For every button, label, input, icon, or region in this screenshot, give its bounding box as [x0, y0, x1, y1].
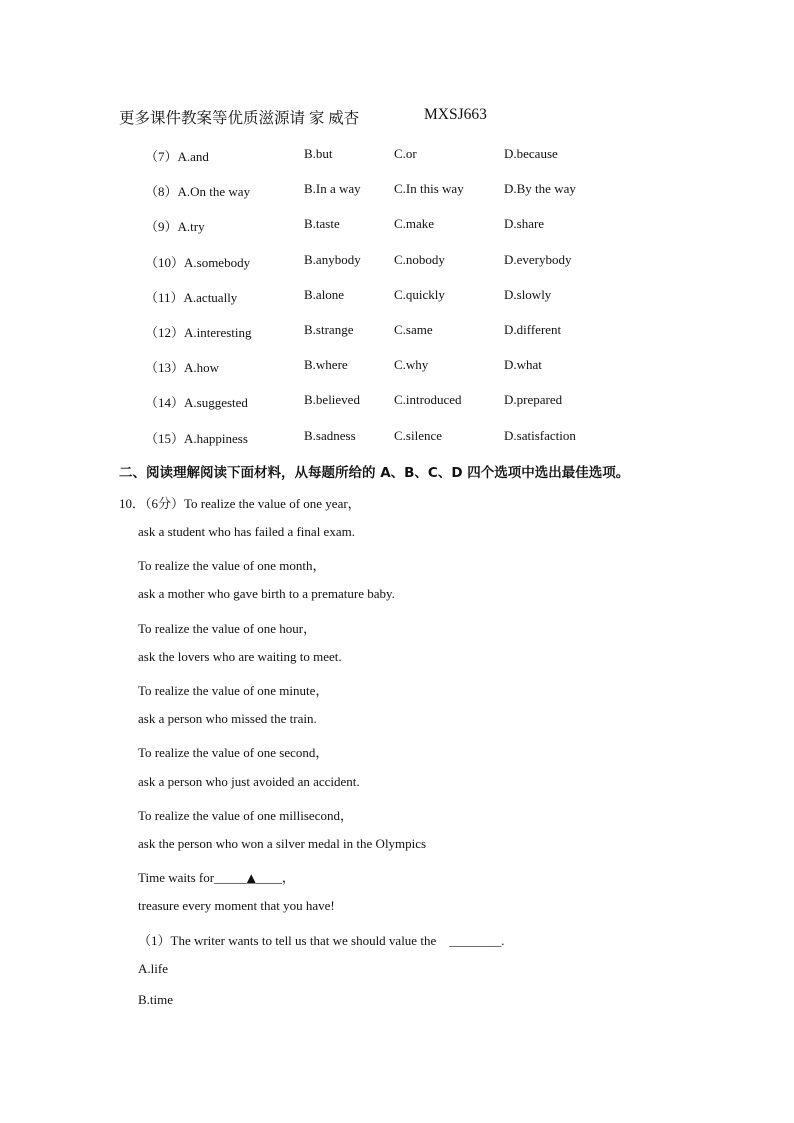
triangle-marker-icon: ▲ [246, 871, 256, 886]
option-c: C.introduced [394, 392, 462, 408]
choice-b[interactable]: B.time [138, 992, 174, 1008]
page-header [119, 106, 487, 128]
option-a: （12）A.interesting [145, 324, 252, 340]
sub-question [138, 930, 504, 949]
blank-right: ____ [255, 870, 282, 886]
option-d: D.what [504, 357, 542, 373]
passage-line: To realize the value of one hour， [138, 620, 317, 636]
option-c: C.silence [394, 427, 443, 443]
option-c: C.make [394, 216, 435, 232]
option-c: C.why [394, 357, 429, 373]
option-d: D.satisfaction [504, 427, 576, 443]
option-d: D.slowly [504, 286, 552, 302]
sub-question-text: （1）The writer wants to tell us that we should value the [138, 933, 437, 948]
option-b: B.believed [304, 392, 360, 408]
option-b: B.In a way [304, 181, 361, 197]
option-b: B.sadness [304, 427, 356, 443]
section-title: 二、阅读理解阅读下面材料，从每题所给的 A、B、C、D 四个选项中选出最佳选项。 [119, 465, 630, 481]
option-b: B.but [304, 146, 333, 161]
choice-a[interactable]: A.life [138, 961, 168, 976]
option-b: B.where [304, 357, 348, 373]
option-d: D.share [504, 216, 545, 232]
passage-line: ask the lovers who are waiting to meet. [138, 648, 342, 664]
passage-line: To realize the value of one minute， [138, 682, 329, 698]
sub-question-end: . [501, 933, 505, 948]
option-d: D.because [504, 146, 558, 161]
option-c: C.or [394, 146, 417, 161]
option-a: （8）A.On the way [145, 184, 251, 200]
option-d: D.prepared [504, 392, 563, 408]
answer-blank: ________ [449, 933, 502, 948]
passage-line: ask the person who won a silver medal in the Olympics [138, 835, 427, 851]
reading-passage [138, 524, 426, 929]
answer-choices [138, 961, 173, 1023]
option-b: B.strange [304, 321, 354, 337]
option-c: C.In this way [394, 181, 464, 197]
passage-line: To realize the value of one month， [138, 558, 326, 574]
option-a: （9）A.try [145, 219, 205, 235]
option-b: B.taste [304, 216, 340, 232]
passage-line: ask a person who just avoided an accident. [138, 773, 360, 789]
time-waits-line [138, 867, 426, 898]
header-code: MXSJ663 [424, 106, 487, 123]
option-a: （11）A.actually [145, 289, 238, 305]
passage-line: ask a mother who gave birth to a premature baby. [138, 586, 395, 602]
passage-line: To realize the value of one millisecond， [138, 807, 353, 823]
option-c: C.same [394, 321, 433, 337]
option-d: D.By the way [504, 181, 576, 197]
passage-line: treasure every moment that you have! [138, 898, 335, 914]
option-a: （15）A.happiness [145, 430, 248, 446]
blank-left: _____ [214, 870, 247, 886]
option-a: （13）A.how [145, 360, 220, 376]
option-b: B.alone [304, 286, 345, 302]
option-c: C.nobody [394, 251, 445, 267]
option-a: （14）A.suggested [145, 395, 248, 411]
question-heading: 10．（6分）To realize the value of one year， [119, 496, 361, 511]
header-text: 更多课件教案等优质滋源请 家 威杏 [119, 110, 360, 127]
passage-line: To realize the value of one second， [138, 745, 329, 761]
option-d: D.different [504, 321, 562, 337]
option-b: B.anybody [304, 251, 361, 267]
option-d: D.everybody [504, 251, 572, 267]
time-waits-suffix: ， [281, 870, 295, 886]
passage-line: ask a person who missed the train. [138, 711, 317, 727]
passage-line: ask a student who has failed a final exam. [138, 524, 355, 539]
option-a: （7）A.and [145, 149, 209, 164]
option-a: （10）A.somebody [145, 254, 251, 270]
option-c: C.quickly [394, 286, 445, 302]
time-waits-text: Time waits for [138, 870, 215, 886]
